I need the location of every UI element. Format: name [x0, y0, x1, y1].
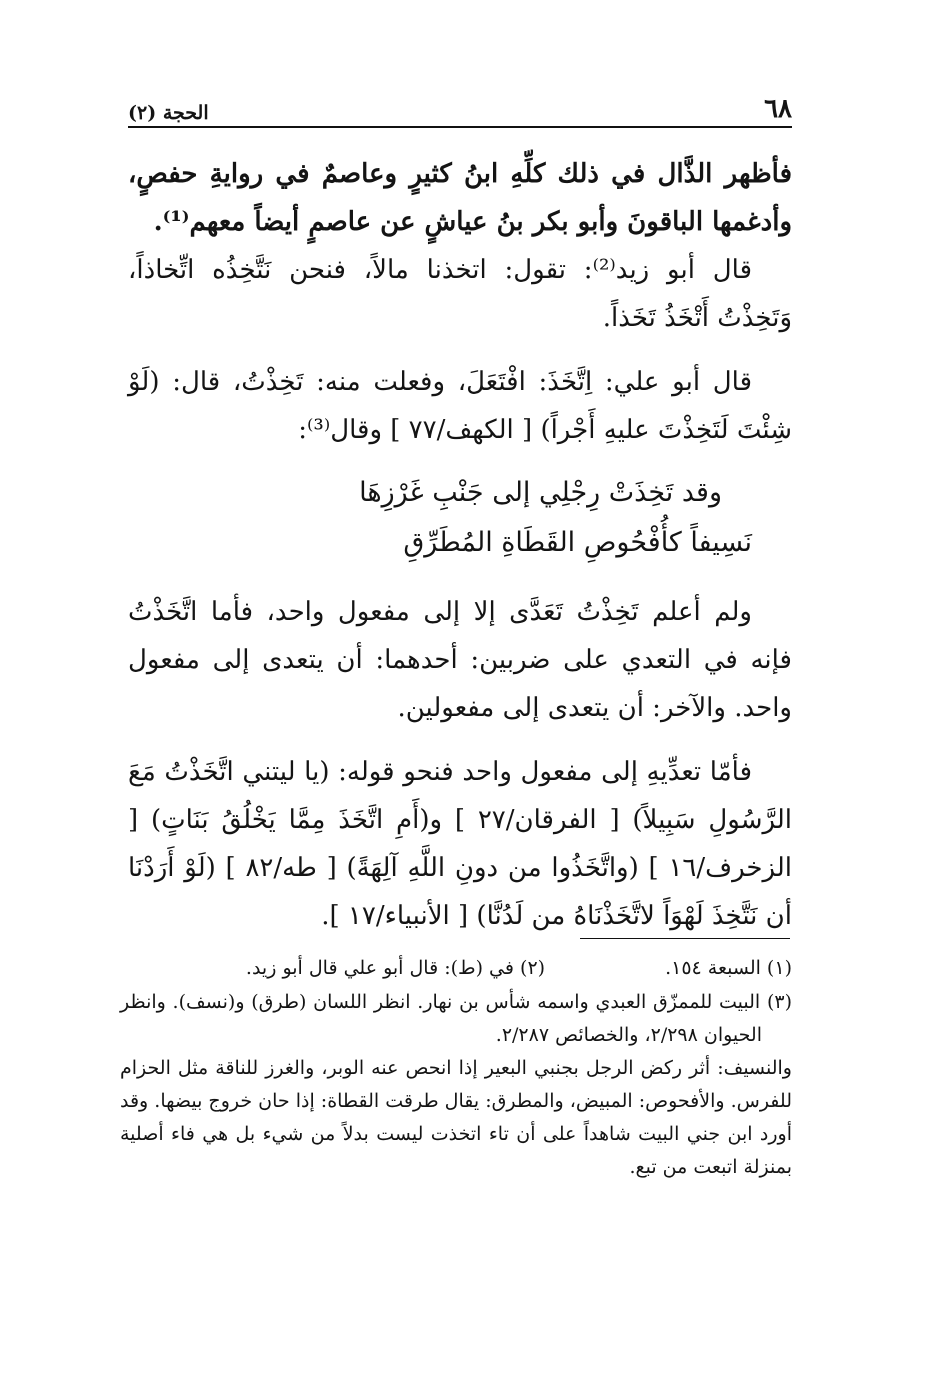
header-rule: [128, 126, 792, 128]
footnote-3-continuation: والنسيف: أثر ركض الرجل بجنبي البعير إذا انحص عنه الوبر، والغرز للناقة مثل الحزام للفرس. والأفحوص: المبيض، والمطرق: يقال طرقت القطاة: إذا حان خروج بيضها. وقد أورد ابن جني البيت شاهداً على أن تاء اتخذت ليست بدلاً من شيء بل هي فاء أصلية بمنزلة اتبعت من تبع.: [120, 1057, 792, 1178]
paragraph-transitivity: ولم أعلم تَخِذْتُ تَعَدَّى إلا إلى مفعول واحد، فأما اتَّخَذْتُ فإنه في التعدي على ضربين: أحدهما: أن يتعدى إلى مفعول واحد. والآخر: أن يتعدى إلى مفعولين.: [128, 597, 792, 723]
paragraph-readings: فأظهر الذَّال في ذلك كلِّهِ ابنُ كثيرٍ وعاصمٌ في روايةِ حفصٍ، وأدغمها الباقونَ وأبو بكر بنُ عياشٍ عن عاصمٍ أيضاً معهم⁽¹⁾.: [128, 159, 792, 237]
running-title: الحجة (٢): [128, 102, 209, 124]
footnote-separator: [580, 938, 790, 939]
main-text: [128, 150, 792, 940]
page-number: ٦٨: [764, 94, 792, 124]
paragraph-abu-zayd: قال أبو زيد⁽²⁾: تقول: اتخذنا مالاً، فنحن نَتَّخِذُه اتِّخاذاً، وَتَخِذْتُ أَتْخَذُ تَخَذاً.: [128, 255, 792, 333]
verse-first-hemistich: وقد تَخِذَتْ رِجْلِي إلى جَنْبِ غَرْزِهَا: [359, 477, 722, 508]
footnotes: [120, 950, 792, 1184]
footnote-row: [120, 950, 792, 986]
footnote-3: (٣) البيت للممزّق العبدي واسمه شأس بن نهار. انظر اللسان (طرق) و(نسف). وانظر الحيوان ٢/٢٩٨، والخصائص ٢/٢٨٧.: [120, 991, 792, 1046]
verse-second-hemistich: نَسِيفاً كأُفْحُوصِ القَطَاةِ المُطَرِّقِ: [403, 527, 752, 558]
footnote-1: (١) السبعة ١٥٤.: [665, 957, 792, 979]
footnote-2: (٢) في (ط): قال أبو علي قال أبو زيد.: [245, 957, 546, 979]
paragraph-abu-ali: قال أبو علي: اِتَّخَذَ: افْتَعَلَ، وفعلت منه: تَخِذْتُ، قال: (لَوْ شِئْتَ لَتَخِذْتَ عليهِ أَجْراً) [ الكهف/٧٧ ] وقال⁽³⁾:: [128, 367, 792, 445]
paragraph-quran-examples: فأمّا تعدِّيهِ إلى مفعول واحد فنحو قوله: (يا ليتني اتَّخَذْتُ مَعَ الرَّسُولِ سَبِيلاً) [ الفرقان/٢٧ ] و(أَمِ اتَّخَذَ مِمَّا يَخْلُقُ بَنَاتٍ) [ الزخرف/١٦ ] (واتَّخَذُوا من دونِ اللَّهِ آلِهَةً) [ طه/٨٢ ] (لَوْ أَرَدْنَا أن نَتَّخِذَ لَهْوَاً لاتَّخَذْنَاهُ من لَدُنَّا) [ الأنبياء/١٧ ].: [128, 757, 792, 931]
page-header: [128, 92, 792, 124]
poetry-verse: [128, 468, 792, 568]
